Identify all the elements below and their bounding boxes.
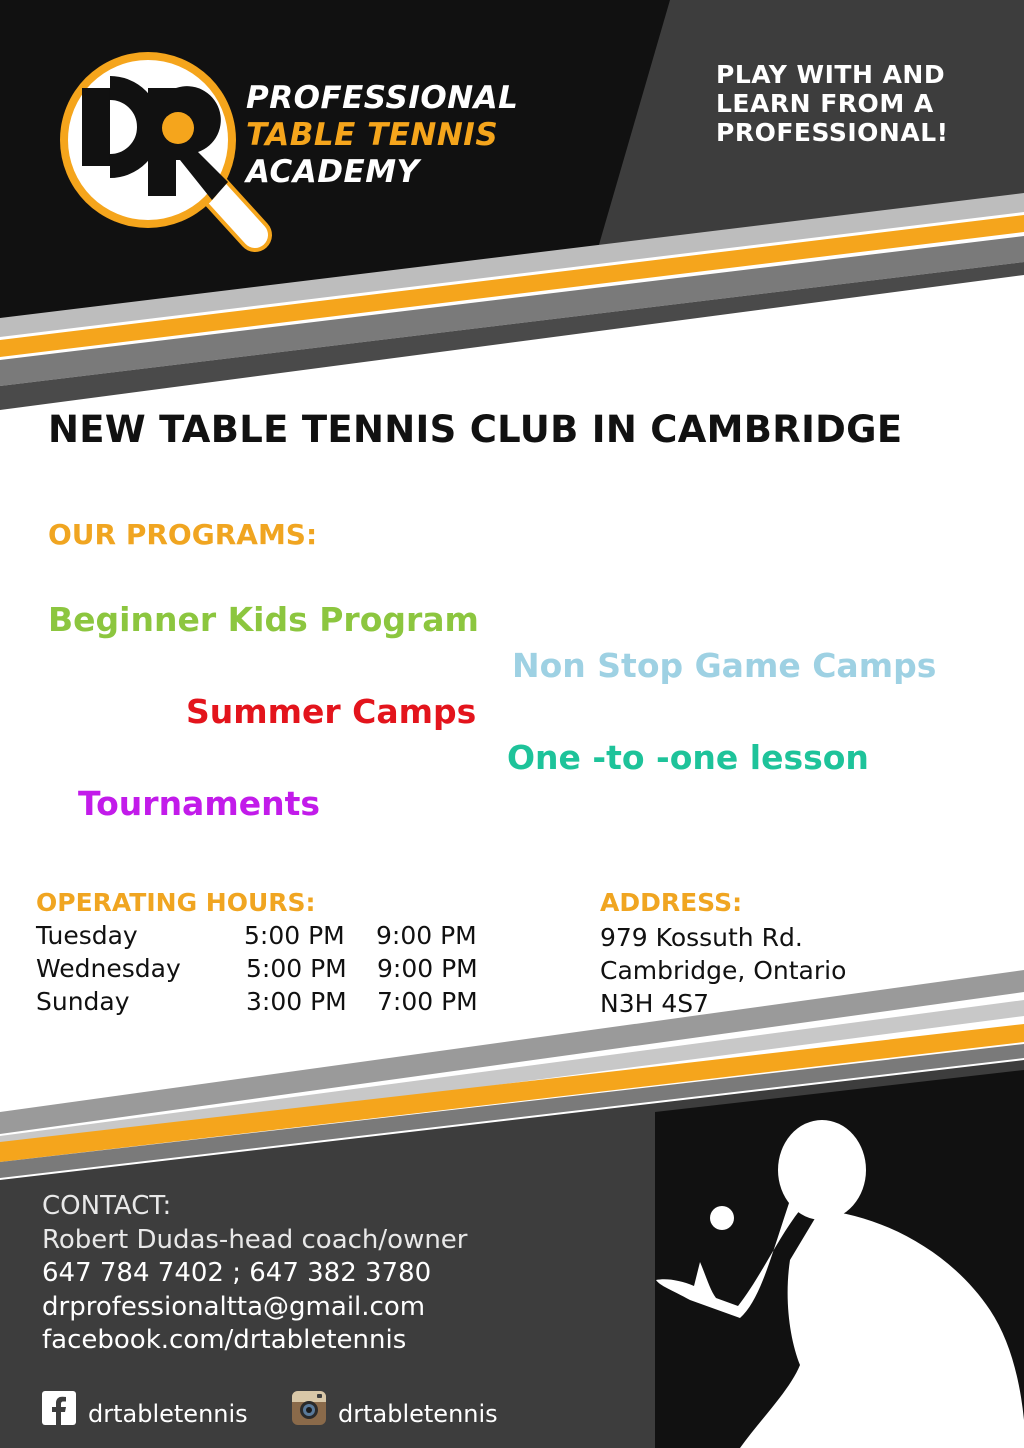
hours-open: 5:00 PM <box>244 921 345 950</box>
instagram-handle: drtabletennis <box>338 1400 498 1428</box>
instagram-icon <box>292 1391 326 1425</box>
program-tournaments: Tournaments <box>78 784 321 823</box>
social-instagram[interactable] <box>292 1386 498 1430</box>
hours-close: 9:00 PM <box>376 921 477 950</box>
tagline-line-3: PROFESSIONAL! <box>716 118 949 147</box>
headline: NEW TABLE TENNIS CLUB IN CAMBRIDGE <box>48 408 903 451</box>
social-facebook[interactable] <box>42 1386 248 1430</box>
address-city: Cambridge, Ontario <box>600 956 847 985</box>
address-street: 979 Kossuth Rd. <box>600 923 803 952</box>
logo-line-1: PROFESSIONAL <box>246 80 519 116</box>
hours-row <box>36 921 506 954</box>
hours-heading: OPERATING HOURS: <box>36 888 316 917</box>
program-summer-camps: Summer Camps <box>186 692 477 731</box>
hours-day: Tuesday <box>36 921 138 950</box>
logo-line-2: TABLE TENNIS <box>246 117 499 153</box>
hours-open: 3:00 PM <box>246 987 347 1016</box>
hours-row <box>36 987 506 1020</box>
hours-open: 5:00 PM <box>246 954 347 983</box>
address <box>600 921 846 1020</box>
logo-line-3: ACADEMY <box>246 154 420 190</box>
contact-facebook-link[interactable]: facebook.com/drtabletennis <box>42 1325 407 1355</box>
tagline-line-2: LEARN FROM A <box>716 89 934 118</box>
hours-row <box>36 954 506 987</box>
contact-block <box>42 1190 468 1358</box>
hours-close: 7:00 PM <box>377 987 478 1016</box>
contact-person: Robert Dudas-head coach/owner <box>42 1224 468 1255</box>
tagline-line-1: PLAY WITH AND <box>716 60 946 89</box>
tagline <box>716 60 1016 147</box>
facebook-icon <box>42 1391 76 1425</box>
hours-close: 9:00 PM <box>377 954 478 983</box>
hours-day: Sunday <box>36 987 130 1016</box>
contact-phones: 647 784 7402 ; 647 382 3780 <box>42 1258 432 1288</box>
hours-day: Wednesday <box>36 954 181 983</box>
contact-heading: CONTACT: <box>42 1191 172 1221</box>
address-heading: ADDRESS: <box>600 888 743 917</box>
logo-wordmark <box>246 80 518 191</box>
program-non-stop-game-camps: Non Stop Game Camps <box>512 646 937 685</box>
program-beginner-kids: Beginner Kids Program <box>48 600 479 639</box>
address-postal-code: N3H 4S7 <box>600 989 710 1018</box>
facebook-handle: drtabletennis <box>88 1400 248 1428</box>
programs-heading: OUR PROGRAMS: <box>48 518 318 551</box>
program-one-to-one-lesson: One -to -one lesson <box>507 738 869 777</box>
contact-email[interactable]: drprofessionaltta@gmail.com <box>42 1291 426 1322</box>
